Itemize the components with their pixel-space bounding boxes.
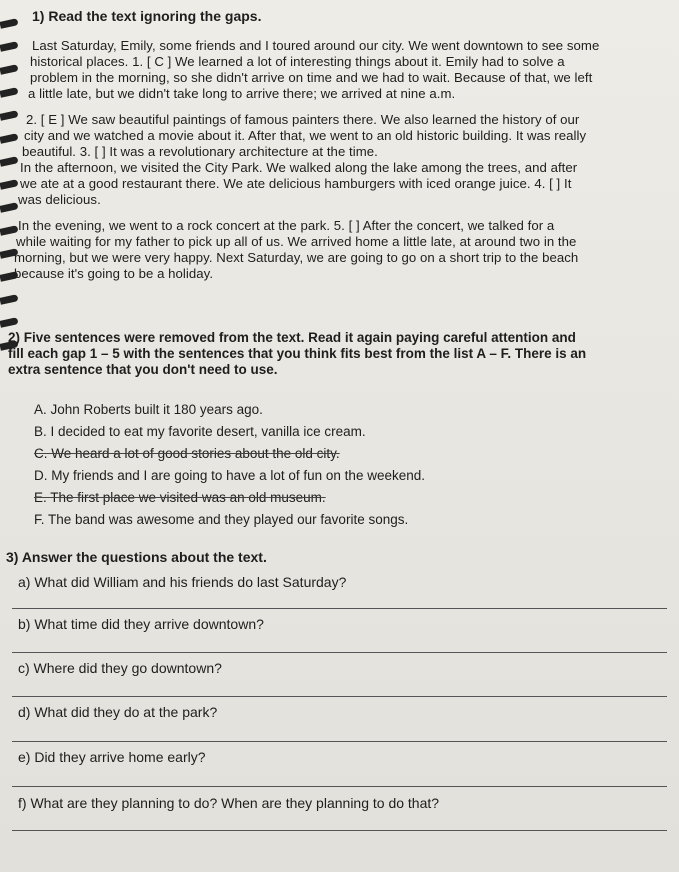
text-line: problem in the morning, so she didn't arrive on time and we had to wait. Because of that, we left bbox=[30, 70, 593, 85]
option-b: B. I decided to eat my favorite desert, vanilla ice cream. bbox=[34, 424, 366, 439]
text-line: while waiting for my father to pick up all of us. We arrived home a little late, at around two in the bbox=[16, 234, 577, 249]
option-f: F. The band was awesome and they played our favorite songs. bbox=[34, 512, 409, 527]
answer-line-d[interactable] bbox=[12, 741, 667, 742]
text-line: 2. [ E ] We saw beautiful paintings of famous painters there. We also learned the history of our bbox=[26, 112, 580, 127]
text-line: In the evening, we went to a rock concert at the park. 5. [ ] After the concert, we talked for a bbox=[18, 218, 555, 233]
question-c: c) Where did they go downtown? bbox=[18, 660, 222, 676]
answer-line-f[interactable] bbox=[12, 830, 667, 831]
question-b: b) What time did they arrive downtown? bbox=[18, 616, 264, 632]
answer-line-a[interactable] bbox=[12, 608, 667, 609]
text-line: we ate at a good restaurant there. We ate delicious hamburgers with iced orange juice. 4. [ ] It bbox=[20, 176, 572, 191]
section-3-heading: 3) Answer the questions about the text. bbox=[6, 549, 267, 565]
text-line: because it's going to be a holiday. bbox=[14, 266, 214, 281]
answer-line-b[interactable] bbox=[12, 652, 667, 653]
option-a: A. John Roberts built it 180 years ago. bbox=[34, 402, 263, 417]
text-line: historical places. 1. [ C ] We learned a lot of interesting things about it. Emily had to solve a bbox=[30, 54, 565, 69]
question-a: a) What did William and his friends do last Saturday? bbox=[18, 574, 347, 590]
answer-line-e[interactable] bbox=[12, 786, 667, 787]
section-1-heading: 1) Read the text ignoring the gaps. bbox=[32, 8, 262, 24]
text-line: city and we watched a movie about it. After that, we went to an old historic building. It was really bbox=[24, 128, 587, 143]
text-line: was delicious. bbox=[18, 192, 101, 207]
text-line: a little late, but we didn't take long to arrive there; we arrived at nine a.m. bbox=[28, 86, 456, 101]
option-c: C. We heard a lot of good stories about the old city. bbox=[34, 446, 340, 461]
spiral-binding bbox=[0, 20, 22, 350]
text-line: Last Saturday, Emily, some friends and I toured around our city. We went downtown to see some bbox=[32, 38, 600, 53]
question-d: d) What did they do at the park? bbox=[18, 704, 218, 720]
text-line: beautiful. 3. [ ] It was a revolutionary architecture at the time. bbox=[22, 144, 378, 159]
option-e: E. The first place we visited was an old museum. bbox=[34, 490, 326, 505]
question-e: e) Did they arrive home early? bbox=[18, 749, 206, 765]
option-d: D. My friends and I are going to have a lot of fun on the weekend. bbox=[34, 468, 425, 483]
section-2-heading: 2) Five sentences were removed from the text. Read it again paying careful attention and fill each gap 1 – 5 with the sentences that you think fits best from the list A – F. There is an extra sentence that you don't need to use. bbox=[8, 330, 587, 377]
text-line: morning, but we were very happy. Next Saturday, we are going to go on a short trip to the beach bbox=[14, 250, 579, 265]
answer-line-c[interactable] bbox=[12, 696, 667, 697]
text-line: In the afternoon, we visited the City Park. We walked along the lake among the trees, and after bbox=[20, 160, 578, 175]
question-f: f) What are they planning to do? When are they planning to do that? bbox=[18, 795, 440, 811]
